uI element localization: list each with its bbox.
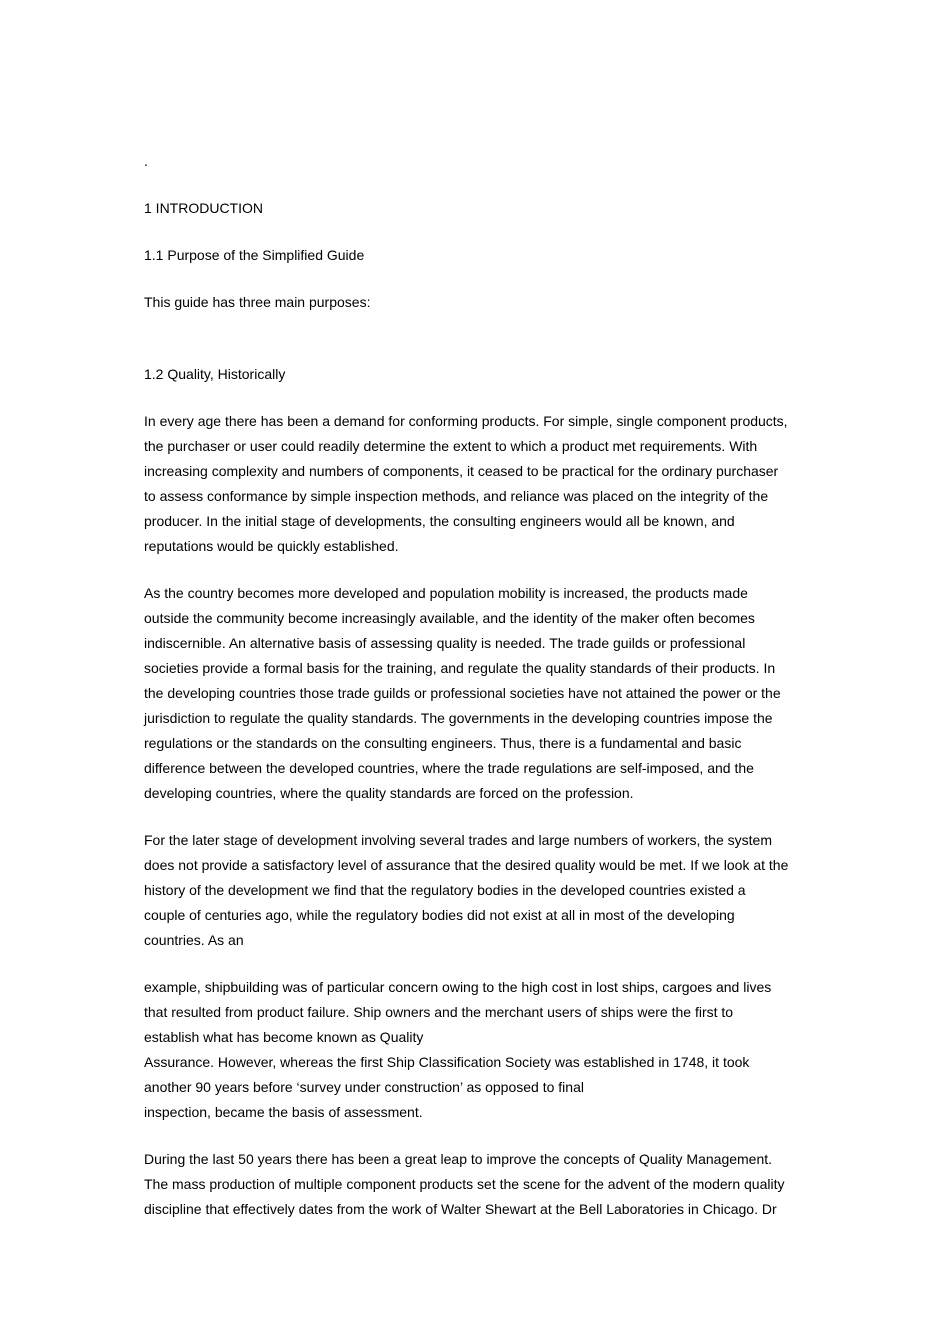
paragraph-5 [144,1147,810,1222]
paragraph-2 [144,581,810,806]
paragraph-4 [144,975,810,1125]
paragraph-line: countries. As an [144,932,244,948]
paragraph-line: history of the development we find that the regulatory bodies in the developed countries existed a [144,882,746,898]
paragraph-line: couple of centuries ago, while the regulatory bodies did not exist at all in most of the developing [144,907,735,923]
paragraph-line: societies provide a formal basis for the training, and regulate the quality standards of their products. In [144,660,776,676]
paragraph-line: establish what has become known as Quality [144,1029,424,1045]
paragraph-line: difference between the developed countries, where the trade regulations are self-imposed, and the [144,760,754,776]
paragraph-line: outside the community become increasingly available, and the identity of the maker often becomes [144,610,755,626]
paragraph-line: to assess conformance by simple inspection methods, and reliance was placed on the integrity of the [144,488,769,504]
paragraph-line: jurisdiction to regulate the quality standards. The governments in the developing countries impose the [144,710,773,726]
subsection-heading-purpose: 1.1 Purpose of the Simplified Guide [144,247,365,263]
paragraph-line: example, shipbuilding was of particular concern owing to the high cost in lost ships, cargoes and lives [144,979,772,995]
paragraph-1 [144,409,810,559]
section-heading: 1 INTRODUCTION [144,200,263,216]
paragraph-3 [144,828,810,953]
paragraph-line: does not provide a satisfactory level of assurance that the desired quality would be met. If we look at the [144,857,789,873]
paragraph-line: the purchaser or user could readily determine the extent to which a product met requirements. With [144,438,758,454]
paragraph-line: discipline that effectively dates from the work of Walter Shewart at the Bell Laboratories in Chicago. Dr [144,1201,777,1217]
paragraph-line: regulations or the standards on the consulting engineers. Thus, there is a fundamental and basic [144,735,742,751]
paragraph-line: producer. In the initial stage of developments, the consulting engineers would all be known, and [144,513,735,529]
paragraph-line: As the country becomes more developed and population mobility is increased, the products made [144,585,748,601]
paragraph-line: reputations would be quickly established. [144,538,399,554]
leading-dot: . [144,153,148,169]
paragraph-line: Assurance. However, whereas the first Ship Classification Society was established in 1748, it took [144,1054,750,1070]
paragraph-line: another 90 years before ‘survey under construction’ as opposed to final [144,1079,584,1095]
paragraph-line: increasing complexity and numbers of components, it ceased to be practical for the ordinary purchaser [144,463,779,479]
document-body [144,149,810,1244]
paragraph-line: In every age there has been a demand for conforming products. For simple, single component products, [144,413,788,429]
paragraph-line: During the last 50 years there has been a great leap to improve the concepts of Quality Management. [144,1151,773,1167]
purposes-intro: This guide has three main purposes: [144,294,371,310]
subsection-heading-quality: 1.2 Quality, Historically [144,366,286,382]
paragraph-line: The mass production of multiple component products set the scene for the advent of the modern quality [144,1176,785,1192]
paragraph-line: inspection, became the basis of assessment. [144,1104,423,1120]
paragraph-line: developing countries, where the quality standards are forced on the profession. [144,785,634,801]
paragraph-line: indiscernible. An alternative basis of assessing quality is needed. The trade guilds or professional [144,635,746,651]
paragraph-line: the developing countries those trade guilds or professional societies have not attained the power or the [144,685,781,701]
paragraph-line: For the later stage of development involving several trades and large numbers of workers, the system [144,832,772,848]
paragraph-line: that resulted from product failure. Ship owners and the merchant users of ships were the first to [144,1004,734,1020]
